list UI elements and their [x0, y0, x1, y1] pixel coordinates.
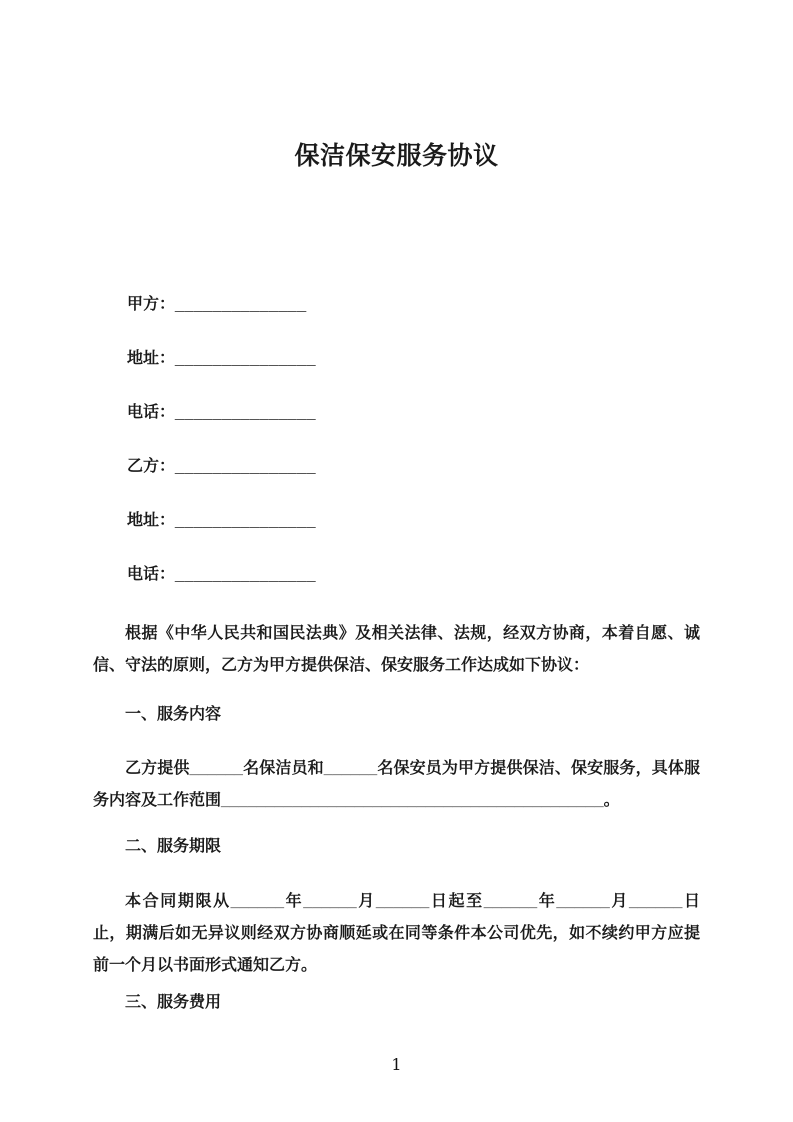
party-b-blank: _______________ — [175, 458, 316, 475]
document-title: 保洁保安服务协议 — [294, 142, 499, 170]
party-a-phone-blank: _______________ — [175, 404, 316, 421]
party-b-name-field — [127, 456, 700, 478]
section-2-heading: 二、服务期限 — [125, 838, 222, 855]
party-b-label: 乙方： — [127, 458, 176, 475]
party-b-address-blank: _______________ — [175, 512, 316, 529]
party-a-phone-field — [127, 402, 700, 424]
party-a-label: 甲方： — [127, 296, 176, 313]
intro-paragraph: 根据《中华人民共和国民法典》及相关法律、法规，经双方协商，本着自愿、诚信、守法的原则，乙方为甲方提供保洁、保安服务工作达成如下协议： — [93, 625, 700, 674]
page-number: 1 — [391, 1055, 402, 1074]
party-a-blank: ______________ — [175, 296, 307, 313]
party-b-phone-blank: _______________ — [175, 566, 316, 583]
party-a-name-field — [127, 294, 700, 316]
party-info-block — [127, 294, 700, 586]
party-b-phone-field — [127, 564, 700, 586]
party-b-phone-label: 电话： — [127, 566, 176, 583]
party-a-address-label: 地址： — [127, 350, 176, 367]
section-2-paragraph: 本合同期限从______年______月______日起至______年______月______日止，期满后如无异议则经双方协商顺延或在同等条件本公司优先，如不续约甲方应提前一个月以书面形式通知乙方。 — [93, 893, 700, 974]
section-3-heading: 三、服务费用 — [125, 994, 222, 1011]
party-b-address-field — [127, 510, 700, 532]
section-1-heading: 一、服务内容 — [125, 706, 222, 723]
party-a-address-blank: _______________ — [175, 350, 316, 367]
section-1-paragraph: 乙方提供______名保洁员和______名保安员为甲方提供保洁、保安服务，具体服务内容及工作范围___________________________________________。 — [93, 760, 700, 809]
party-a-address-field — [127, 348, 700, 370]
party-b-address-label: 地址： — [127, 512, 176, 529]
party-a-phone-label: 电话： — [127, 404, 176, 421]
